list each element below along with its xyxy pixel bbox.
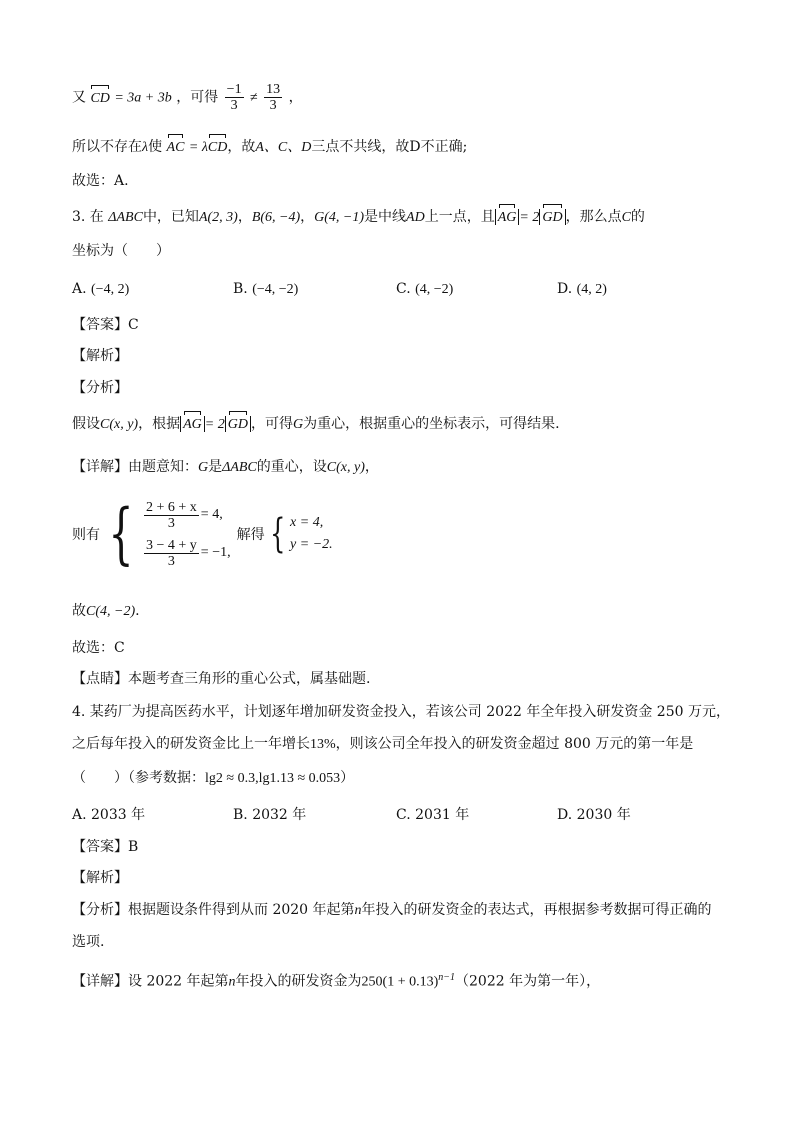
text: . (135, 603, 140, 619)
text: 三点不共线，故D不正确; (311, 139, 468, 155)
q4-stem-line3 (72, 767, 354, 790)
fraction (144, 500, 199, 531)
var-n: n (228, 974, 236, 990)
denominator: 3 (230, 98, 238, 113)
rhs: = 4, (200, 507, 223, 522)
point-c: C(x, y) (100, 417, 139, 432)
option-value: (−4, 2) (91, 282, 130, 297)
point-c: C(x, y) (326, 460, 365, 475)
text: 解得 (236, 527, 265, 543)
q4-stem-line2 (72, 733, 693, 756)
q3-option-c (396, 278, 453, 301)
q3-analysis-line (72, 413, 560, 436)
expr: = 3a + 3b (114, 90, 172, 106)
text: 之后每年投入的研发资金比上一年增长 (72, 736, 310, 752)
option-value: 2030 年 (576, 807, 631, 823)
expr: = 2 (204, 417, 225, 432)
text: 假设 (72, 416, 100, 432)
q4-jiexi: 【解析】 (72, 870, 128, 886)
solution-row: x = 4, (290, 515, 324, 530)
option-letter: A. (72, 807, 87, 823)
q3-option-d (557, 278, 607, 301)
q3-choose: 故选：C (72, 640, 125, 656)
text: 【详解】设 2022 年起第 (72, 973, 229, 990)
text: 是中线 (364, 209, 407, 225)
text: 年投入的研发资金为 (235, 973, 362, 990)
text: 又 (72, 89, 86, 106)
denominator: 3 (167, 515, 175, 531)
option-value: 2031 年 (415, 807, 470, 823)
equation-system (72, 496, 333, 572)
q3-stem-line1 (72, 206, 645, 229)
q3-option-b (233, 278, 298, 301)
option-value: (4, −2) (415, 282, 454, 297)
text: 的重心，设 (256, 459, 327, 475)
option-value: (4, 2) (576, 282, 607, 297)
q4-stem-line1: 4. 某药厂为提高医药水平，计划逐年增加研发资金投入，若该公司 2022 年全年投入研发资金 250 万元， (72, 704, 730, 720)
percent: 13% (310, 737, 336, 752)
numerator: −1 (226, 82, 242, 97)
q3-jiexi: 【解析】 (72, 348, 128, 364)
text: 的 (630, 209, 645, 225)
point-c: C (621, 210, 631, 225)
point-g: G(4, −1) (314, 210, 365, 225)
segment-ad: AD (406, 210, 425, 225)
text: ，根据 (138, 416, 181, 432)
text: ） (340, 770, 355, 786)
point-a: A(2, 3) (198, 210, 238, 225)
left-brace: { (269, 511, 285, 557)
var-n: n (354, 903, 362, 918)
denominator: 3 (167, 553, 175, 569)
option-letter: D. (557, 807, 573, 823)
left-brace: { (108, 495, 134, 572)
q4-option-b (233, 804, 306, 826)
option-value: 2032 年 (252, 807, 307, 823)
point-b: B(6, −4) (251, 210, 301, 225)
abs-gd (539, 209, 565, 225)
text: 则有 (72, 527, 100, 543)
numerator: 2 + 6 + x (146, 499, 197, 515)
lambda: λ (142, 140, 149, 155)
solution-list (290, 512, 333, 556)
line-choose-a: 故选：A. (72, 173, 129, 189)
text: ，则该公司全年投入的研发资金超过 800 万元的第一年是 (335, 736, 694, 752)
neq: ≠ (250, 90, 258, 106)
q4-analysis-line1 (72, 899, 712, 922)
line-not-collinear (72, 136, 467, 159)
rhs: = −1, (200, 545, 231, 560)
q4-answer: 【答案】B (72, 839, 139, 855)
text: ， (364, 459, 379, 475)
abs-gd (225, 416, 251, 432)
option-letter: D. (557, 281, 573, 297)
numerator: 13 (266, 82, 281, 97)
vector-ac: AC (167, 137, 185, 159)
vector-cd: CD (208, 137, 227, 159)
text: 故 (72, 603, 86, 619)
text: 年投入的研发资金的表达式，再根据参考数据可得正确的 (361, 902, 712, 918)
point-g: G (292, 417, 304, 432)
point-g: G (198, 460, 209, 475)
text: ， (288, 89, 303, 106)
equation-row (142, 534, 231, 572)
expr: = 2 (519, 210, 540, 225)
reference-data: lg2 ≈ 0.3,lg1.13 ≈ 0.053 (205, 771, 341, 786)
text: ，可得 (176, 89, 219, 106)
text: 为重心，根据重心的坐标表示，可得结果. (303, 416, 560, 432)
triangle: ΔABC (222, 460, 257, 475)
q3-fenxi: 【分析】 (72, 380, 128, 396)
text: （2022 年为第一年）， (455, 973, 601, 990)
text: 使 (148, 139, 163, 155)
vector-gd: GD (228, 414, 248, 436)
text: ，那么点 (565, 209, 622, 225)
option-letter: C. (396, 807, 411, 823)
option-value: (−4, −2) (252, 282, 299, 297)
equation-row (142, 496, 231, 534)
fraction (264, 82, 282, 113)
points: A、C、D (255, 140, 312, 155)
q3-answer: 【答案】C (72, 317, 139, 333)
q3-comment: 【点睛】本题考查三角形的重心公式，属基础题. (72, 671, 371, 687)
option-letter: B. (233, 807, 248, 823)
text: 3. 在 (72, 209, 104, 225)
text: ，可得 (250, 416, 293, 432)
text: 上一点，且 (424, 209, 495, 225)
line-cd-expression (72, 82, 303, 113)
text: 是 (208, 459, 223, 475)
text: ， (237, 209, 252, 225)
q4-option-a (72, 804, 145, 826)
q4-analysis-line2: 选项. (72, 934, 105, 950)
vector-ag: AG (498, 207, 517, 229)
q3-detail-line (72, 456, 379, 479)
text: （ ）（参考数据： (72, 770, 205, 786)
q4-option-d (557, 804, 631, 826)
vector-ag: AG (183, 414, 202, 436)
abs-ag (180, 416, 205, 432)
fraction (144, 538, 199, 569)
numerator: 3 − 4 + y (146, 537, 197, 553)
exponent: n−1 (438, 972, 456, 983)
q4-detail-line (72, 967, 600, 994)
option-value: 2033 年 (91, 807, 146, 823)
expr: = λ (188, 140, 208, 155)
text: 所以不存在 (72, 139, 142, 155)
triangle: ΔABC (108, 210, 143, 225)
q3-stem-line2: 坐标为（ ） (72, 243, 170, 259)
option-letter: C. (396, 281, 411, 297)
text: 【详解】由题意知： (72, 459, 198, 475)
point-c: C(4, −2) (86, 604, 136, 619)
equation-list (142, 496, 231, 572)
q3-conclusion (72, 600, 140, 623)
q3-option-a (72, 278, 129, 301)
q4-option-c (396, 804, 469, 826)
text: ， (300, 209, 315, 225)
expression: 250(1 + 0.13) (361, 974, 439, 990)
text: 中，已知 (142, 209, 199, 225)
text: 【分析】根据题设条件得到从而 2020 年起第 (72, 902, 355, 918)
option-letter: B. (233, 281, 248, 297)
option-letter: A. (72, 281, 87, 297)
solution-row: y = −2. (290, 537, 333, 552)
vector-cd: CD (90, 88, 109, 110)
abs-ag (495, 209, 520, 225)
vector-gd: GD (542, 207, 562, 229)
denominator: 3 (269, 98, 277, 113)
text: ，故 (227, 139, 256, 155)
fraction (225, 82, 244, 113)
